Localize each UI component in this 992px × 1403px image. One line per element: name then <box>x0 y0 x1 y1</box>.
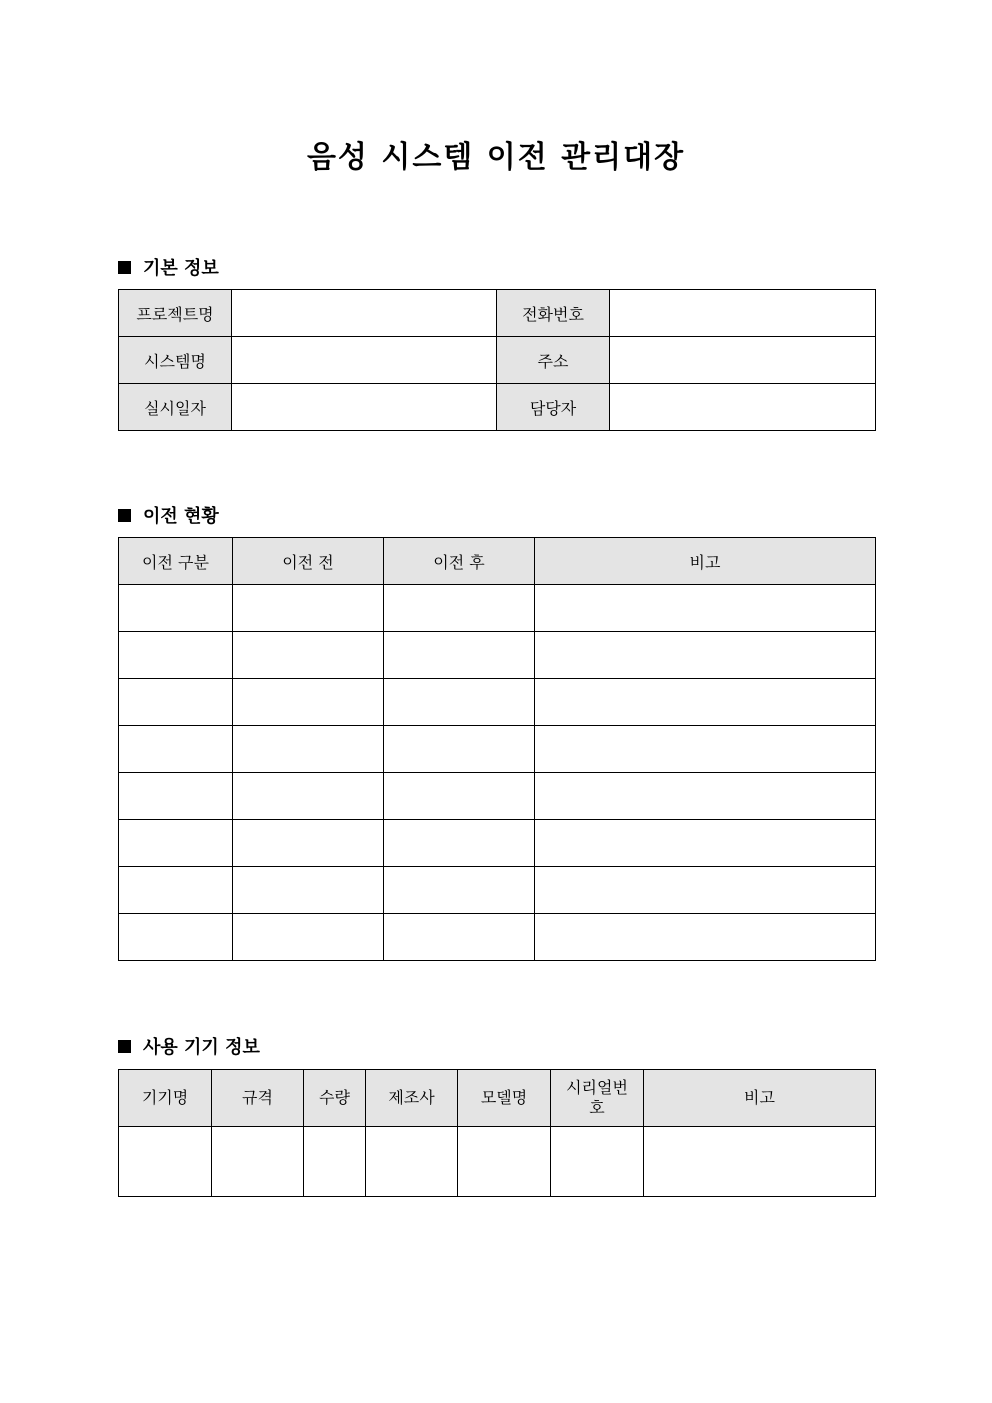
label-project-name: 프로젝트명 <box>119 290 232 337</box>
square-bullet-icon <box>118 509 131 522</box>
label-address: 주소 <box>497 337 610 384</box>
field-project-name[interactable] <box>232 290 497 337</box>
table-cell[interactable] <box>119 585 233 632</box>
table-cell[interactable] <box>551 1127 644 1197</box>
equipment-info-table <box>118 1069 876 1197</box>
table-cell[interactable] <box>233 867 384 914</box>
table-row <box>119 679 876 726</box>
transfer-status-table <box>118 537 876 961</box>
table-cell[interactable] <box>233 726 384 773</box>
column-header: 비고 <box>535 538 876 585</box>
table-cell[interactable] <box>304 1127 366 1197</box>
square-bullet-icon <box>118 261 131 274</box>
table-row <box>119 290 876 337</box>
column-header: 이전 후 <box>384 538 535 585</box>
column-header: 이전 구분 <box>119 538 233 585</box>
label-phone: 전화번호 <box>497 290 610 337</box>
section-heading-text: 기본 정보 <box>143 258 219 279</box>
table-cell[interactable] <box>535 773 876 820</box>
table-cell[interactable] <box>119 867 233 914</box>
table-row <box>119 585 876 632</box>
column-header: 시리얼번호 <box>551 1070 644 1127</box>
table-cell[interactable] <box>233 632 384 679</box>
table-cell[interactable] <box>119 1127 212 1197</box>
table-cell[interactable] <box>119 820 233 867</box>
column-header: 수량 <box>304 1070 366 1127</box>
table-cell[interactable] <box>119 914 233 961</box>
section-heading-transfer-status <box>118 502 219 528</box>
column-header: 비고 <box>644 1070 876 1127</box>
table-cell[interactable] <box>233 679 384 726</box>
table-row <box>119 337 876 384</box>
table-row <box>119 384 876 431</box>
table-cell[interactable] <box>535 679 876 726</box>
table-cell[interactable] <box>535 726 876 773</box>
table-cell[interactable] <box>384 726 535 773</box>
table-cell[interactable] <box>119 679 233 726</box>
table-cell[interactable] <box>535 914 876 961</box>
label-manager: 담당자 <box>497 384 610 431</box>
section-heading-basic-info <box>118 254 219 280</box>
table-row <box>119 632 876 679</box>
table-cell[interactable] <box>384 632 535 679</box>
table-cell[interactable] <box>212 1127 304 1197</box>
column-header: 기기명 <box>119 1070 212 1127</box>
table-row <box>119 1127 876 1197</box>
table-row <box>119 914 876 961</box>
column-header: 규격 <box>212 1070 304 1127</box>
column-header: 제조사 <box>366 1070 458 1127</box>
table-row <box>119 726 876 773</box>
table-row <box>119 773 876 820</box>
table-cell[interactable] <box>644 1127 876 1197</box>
table-cell[interactable] <box>384 867 535 914</box>
table-cell[interactable] <box>233 773 384 820</box>
section-heading-text: 사용 기기 정보 <box>143 1037 260 1058</box>
section-heading-text: 이전 현황 <box>143 506 219 527</box>
label-date: 실시일자 <box>119 384 232 431</box>
table-cell[interactable] <box>119 726 233 773</box>
table-cell[interactable] <box>233 914 384 961</box>
label-system-name: 시스템명 <box>119 337 232 384</box>
table-cell[interactable] <box>119 773 233 820</box>
table-cell[interactable] <box>384 914 535 961</box>
field-phone[interactable] <box>610 290 876 337</box>
table-cell[interactable] <box>535 632 876 679</box>
field-manager[interactable] <box>610 384 876 431</box>
table-cell[interactable] <box>535 820 876 867</box>
table-cell[interactable] <box>119 632 233 679</box>
field-system-name[interactable] <box>232 337 497 384</box>
field-address[interactable] <box>610 337 876 384</box>
table-cell[interactable] <box>384 820 535 867</box>
table-row <box>119 820 876 867</box>
table-cell[interactable] <box>366 1127 458 1197</box>
section-heading-equipment-info <box>118 1033 260 1059</box>
basic-info-table <box>118 289 876 431</box>
table-cell[interactable] <box>458 1127 551 1197</box>
table-cell[interactable] <box>233 585 384 632</box>
table-row <box>119 867 876 914</box>
table-cell[interactable] <box>384 679 535 726</box>
square-bullet-icon <box>118 1040 131 1053</box>
column-header: 모델명 <box>458 1070 551 1127</box>
field-date[interactable] <box>232 384 497 431</box>
table-header-row <box>119 1070 876 1127</box>
table-cell[interactable] <box>384 585 535 632</box>
column-header: 이전 전 <box>233 538 384 585</box>
document-title: 음성 시스템 이전 관리대장 <box>306 140 686 175</box>
table-cell[interactable] <box>535 585 876 632</box>
table-cell[interactable] <box>384 773 535 820</box>
table-cell[interactable] <box>233 820 384 867</box>
table-header-row <box>119 538 876 585</box>
table-cell[interactable] <box>535 867 876 914</box>
